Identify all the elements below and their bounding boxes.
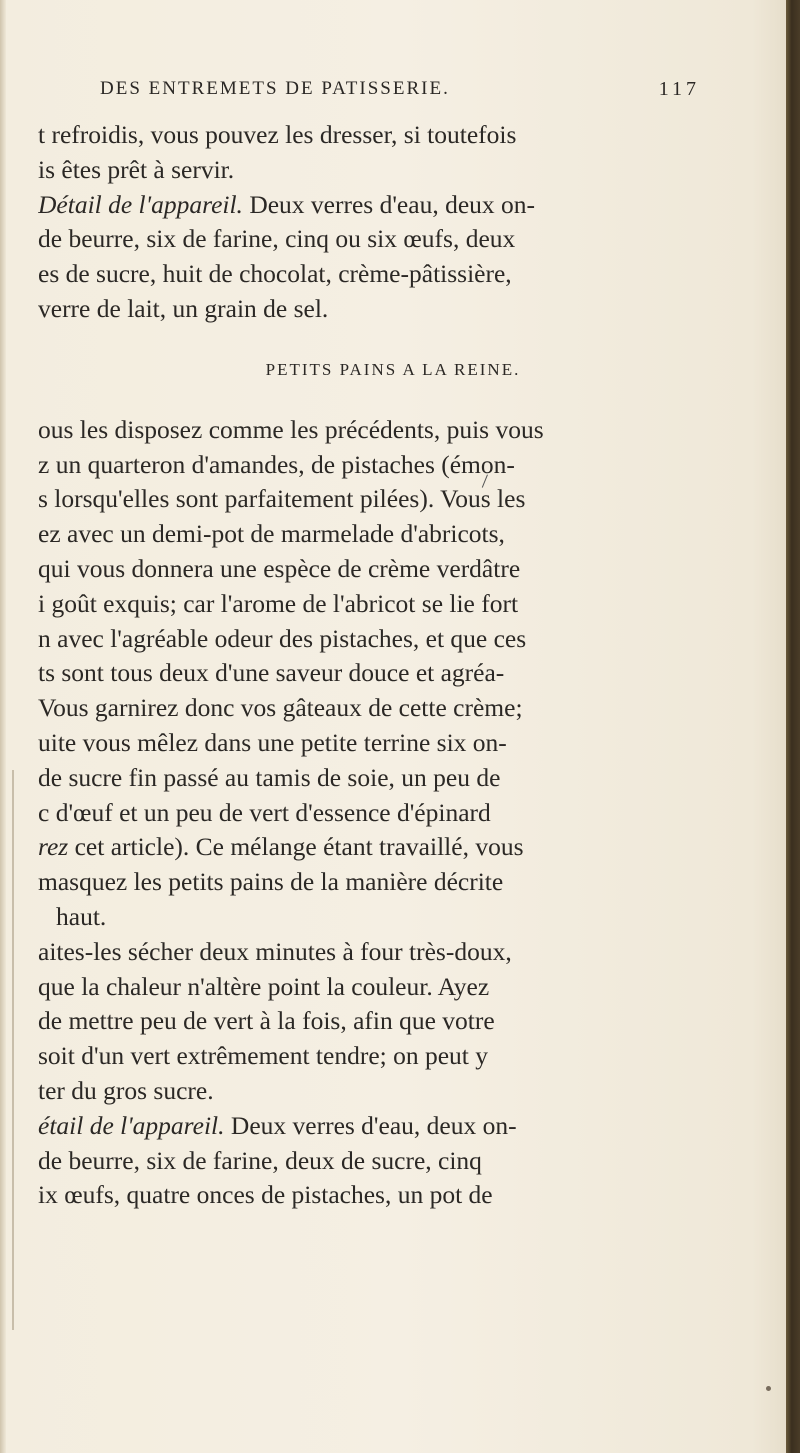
gutter-shadow: [12, 770, 14, 1330]
body-text: [38, 118, 748, 1213]
text-line: [38, 830, 748, 865]
page-number: 117: [658, 78, 700, 100]
text-line: [38, 1109, 748, 1144]
running-head: [100, 78, 740, 114]
text-line: aites-les sécher deux minutes à four très-doux,: [38, 936, 512, 966]
detail-label: Détail de l'appareil.: [38, 189, 243, 219]
text-line: de beurre, six de farine, cinq ou six œufs, deux: [38, 224, 516, 254]
section-title: PETITS PAINS A LA REINE.: [265, 359, 521, 379]
text-line: is êtes prêt à servir.: [38, 154, 235, 184]
book-binding-edge: [786, 0, 800, 1453]
text-line: ez avec un demi-pot de marmelade d'abricots,: [38, 519, 505, 549]
text-line: soit d'un vert extrêmement tendre; on peut y: [38, 1041, 489, 1071]
text-line: Vous garnirez donc vos gâteaux de cette crème;: [38, 693, 523, 723]
text-line: c d'œuf et un peu de vert d'essence d'épinard: [38, 797, 491, 827]
text-line: de sucre fin passé au tamis de soie, un peu de: [38, 762, 501, 792]
italic-word: rez: [38, 832, 69, 862]
running-title: DES ENTREMETS DE PATISSERIE.: [100, 78, 450, 99]
text-span: cet article). Ce mélange étant travaillé, vous: [68, 832, 524, 862]
text-line: [38, 188, 748, 223]
page-left-edge: [0, 0, 6, 1453]
text-line: que la chaleur n'altère point la couleur. Ayez: [38, 971, 490, 1001]
text-line: ous les disposez comme les précédents, puis vous: [38, 414, 544, 444]
detail-label: étail de l'appareil.: [38, 1110, 225, 1140]
text-line: t refroidis, vous pouvez les dresser, si toutefois: [38, 120, 517, 149]
text-line: ter du gros sucre.: [38, 1075, 214, 1105]
text-line: z un quarteron d'amandes, de pistaches (émon-: [38, 449, 515, 479]
text-line: ts sont tous deux d'une saveur douce et agréa-: [38, 658, 505, 688]
text-line: n avec l'agréable odeur des pistaches, et que ces: [38, 623, 527, 653]
text-span: Deux verres d'eau, deux on-: [242, 189, 536, 219]
text-span: Deux verres d'eau, deux on-: [224, 1110, 517, 1140]
text-line: ix œufs, quatre onces de pistaches, un pot de: [38, 1180, 493, 1210]
text-line: de mettre peu de vert à la fois, afin que votre: [38, 1006, 495, 1036]
text-line: haut.: [56, 901, 107, 931]
text-line: verre de lait, un grain de sel.: [38, 293, 329, 323]
text-line: i goût exquis; car l'arome de l'abricot se lie fort: [38, 588, 519, 618]
text-line: es de sucre, huit de chocolat, crème-pâtissière,: [38, 259, 512, 289]
text-line: masquez les petits pains de la manière décrite: [38, 867, 504, 897]
text-line: de beurre, six de farine, deux de sucre, cinq: [38, 1145, 482, 1175]
text-line: uite vous mêlez dans une petite terrine six on-: [38, 727, 507, 757]
ink-spot: [766, 1386, 771, 1391]
text-line: s lorsqu'elles sont parfaitement pilées). Vous les: [38, 484, 526, 514]
text-line: qui vous donnera une espèce de crème verdâtre: [38, 553, 521, 583]
